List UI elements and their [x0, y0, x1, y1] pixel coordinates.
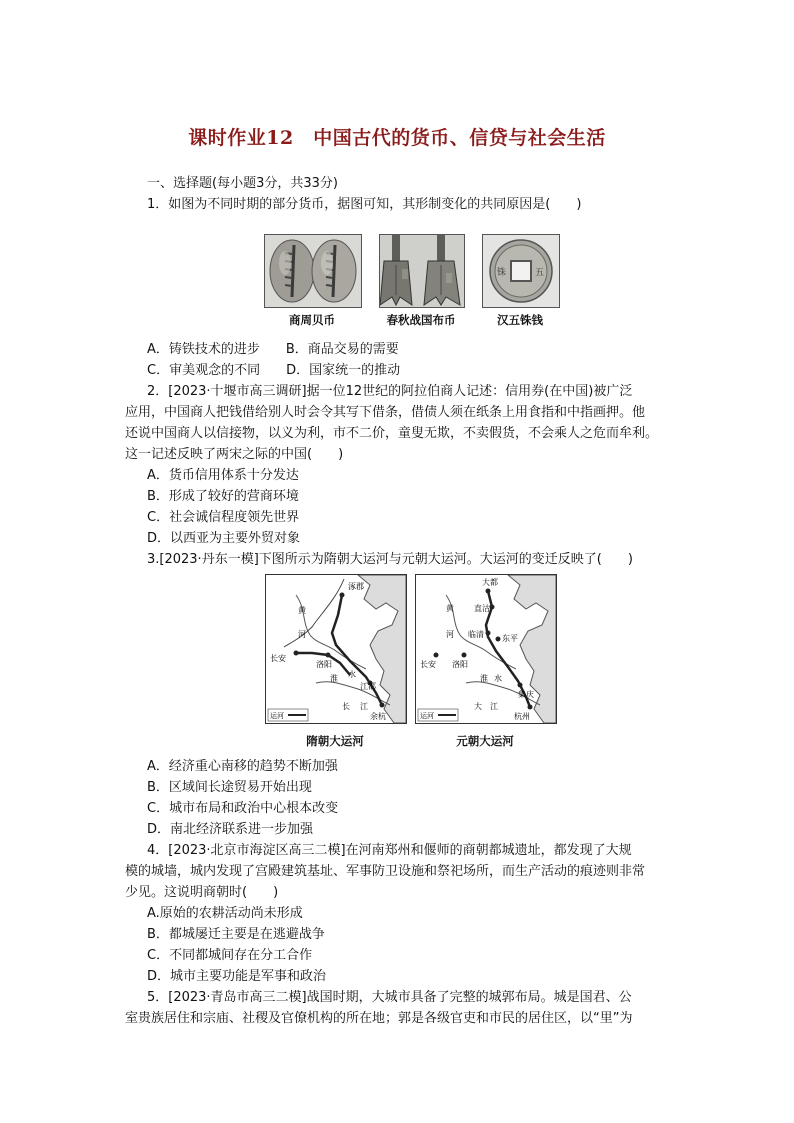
q4-stem-line-3: 少见。这说明商朝时( ) — [125, 885, 279, 900]
sui-canal-map — [265, 574, 407, 724]
caption-shell-coin: 商周贝币 — [289, 313, 335, 327]
q3-option-d: D．南北经济联系进一步加强 — [147, 822, 314, 837]
map-label-dadu: 大都 — [482, 578, 498, 587]
map-label-shui: 水 — [348, 670, 356, 679]
page-title: 课时作业12 中国古代的货币、信贷与社会生活 — [188, 127, 606, 149]
map-label-huai: 淮 — [330, 674, 338, 683]
map-label-yuhang: 余杭 — [370, 712, 386, 721]
map-label-jiang: 江 — [360, 702, 368, 711]
map-label-linqing: 临清 — [468, 630, 484, 639]
map-label-dongping: 东平 — [502, 634, 518, 643]
q3-stem-line-1: 3.[2023·丹东一模]下图所示为隋朝大运河与元朝大运河。大运河的变迁反映了( ) — [147, 552, 633, 567]
q2-stem-line-3: 还说中国商人以信接物，以义为利，市不二价，童叟无欺，不卖假货，不会乘人之危而牟利。 — [125, 426, 659, 441]
q2-option-d: D．以西亚为主要外贸对象 — [147, 531, 301, 546]
q2-stem-line-2: 应用，中国商人把钱借给别人时会令其写下借条，借债人须在纸条上用食指和中指画押。他 — [125, 405, 646, 420]
q3-option-a: A．经济重心南移的趋势不断加强 — [147, 759, 338, 774]
q1-options-line-1: A．铸铁技术的进步 B．商品交易的需要 — [147, 342, 399, 357]
q4-stem-line-1: 4．[2023·北京市海淀区高三二模]在河南郑州和偃师的商朝都城遗址，都发现了大规 — [147, 843, 632, 858]
q2-stem-line-1: 2．[2023·十堰市高三调研]据一位12世纪的阿拉伯商人记述：信用券(在中国)被广泛 — [147, 384, 633, 399]
q4-stem-line-2: 模的城墙，城内发现了宫殿建筑基址、军事防卫设施和祭祀场所，而生产活动的痕迹则非常 — [125, 864, 646, 879]
q4-option-b: B．都城屡迁主要是在逃避战争 — [147, 927, 325, 942]
map-label-zhigu: 直沽 — [474, 604, 490, 613]
q2-option-b: B．形成了较好的营商环境 — [147, 489, 299, 504]
map-label-changan-2: 长安 — [420, 660, 436, 669]
yuan-canal-map — [415, 574, 557, 724]
map-label-shui-2: 水 — [494, 674, 502, 683]
q2-option-a: A．货币信用体系十分发达 — [147, 468, 299, 483]
coin-inscription-zhu: 铢 — [497, 268, 507, 278]
wuzhu-coin-image — [483, 235, 559, 307]
q5-stem-line-1: 5．[2023·青岛市高三二模]战国时期，大城市具备了完整的城郭布局。城是国君、公 — [147, 990, 632, 1005]
map-label-chang: 长 — [342, 702, 350, 711]
map-label-hangzhou: 杭州 — [514, 712, 530, 721]
map-label-huang-2: 黄 — [446, 604, 454, 613]
map-legend-canal-2: 运河 — [420, 712, 434, 720]
map-legend-canal: 运河 — [270, 712, 284, 720]
q3-option-c: C．城市布局和政治中心根本改变 — [147, 801, 339, 816]
map-label-jiang-2: 江 — [490, 702, 498, 711]
yuan-canal-map-drawing — [416, 575, 556, 723]
q4-option-a: A.原始的农耕活动尚未形成 — [147, 906, 303, 921]
map-label-huang: 黄 — [298, 606, 306, 615]
map-label-he-2: 河 — [446, 630, 454, 639]
q1-stem-line-1: 1．如图为不同时期的部分货币，据图可知，其形制变化的共同原因是( ) — [147, 197, 582, 212]
q4-option-d: D．城市主要功能是军事和政治 — [147, 969, 327, 984]
caption-sui-canal: 隋朝大运河 — [306, 734, 364, 748]
shell-coin-photo — [264, 234, 362, 308]
map-label-changan: 长安 — [270, 654, 286, 663]
map-label-zhuojun: 涿郡 — [348, 582, 364, 591]
q5-stem-line-2: 室贵族居住和宗庙、社稷及官僚机构的所在地；郭是各级官吏和市民的居住区，以“里”为 — [125, 1011, 633, 1026]
q1-options-line-2: C．审美观念的不同 D．国家统一的推动 — [147, 363, 401, 378]
sui-canal-map-drawing — [266, 575, 406, 723]
wuzhu-coin-photo — [482, 234, 560, 308]
spade-coin-photo — [379, 234, 465, 308]
caption-spade-coin: 春秋战国布币 — [386, 313, 456, 327]
q2-option-c: C．社会诚信程度领先世界 — [147, 510, 300, 525]
map-label-luoyang: 洛阳 — [316, 660, 332, 669]
shell-coin-image — [265, 235, 361, 307]
section-heading: 一、选择题(每小题3分，共33分) — [147, 176, 338, 191]
q4-option-c: C．不同都城间存在分工合作 — [147, 948, 313, 963]
q3-option-b: B．区域间长途贸易开始出现 — [147, 780, 312, 795]
q2-stem-line-4: 这一记述反映了两宋之际的中国( ) — [125, 447, 344, 462]
map-label-jiangdu: 江都 — [360, 682, 376, 691]
coin-inscription-wu: 五 — [535, 268, 545, 278]
spade-coin-image — [380, 235, 464, 307]
caption-wuzhu-coin: 汉五铢钱 — [497, 313, 543, 327]
map-label-luoyang-2: 洛阳 — [452, 660, 468, 669]
map-label-da: 大 — [474, 702, 482, 711]
map-label-jiqing: 集庆 — [518, 690, 534, 699]
map-label-huai-2: 淮 — [480, 674, 488, 683]
map-label-he: 河 — [298, 630, 306, 639]
caption-yuan-canal: 元朝大运河 — [456, 734, 514, 748]
